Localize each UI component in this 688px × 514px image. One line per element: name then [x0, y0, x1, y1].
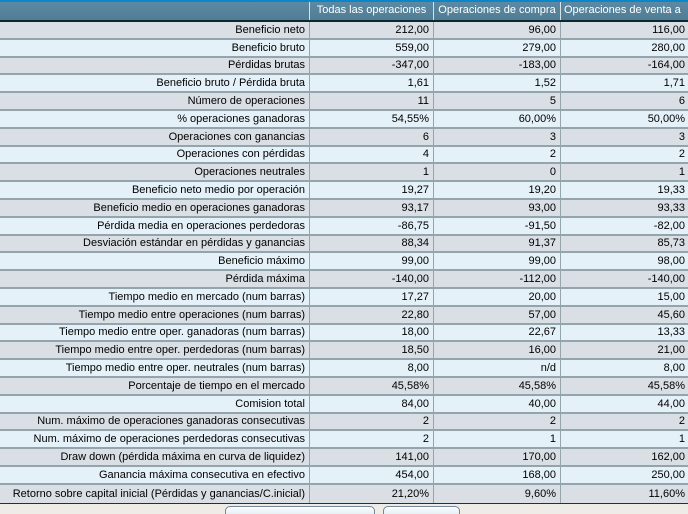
row-label: Tiempo medio entre oper. ganadoras (num barras) [0, 325, 310, 341]
cell-value: 1,61 [310, 75, 434, 91]
row-label: Retorno sobre capital inicial (Pérdidas y ganancias/C.inicial) [0, 485, 310, 503]
cell-value: 11 [310, 93, 434, 109]
cell-value: n/d [434, 360, 561, 376]
cell-value: 20,00 [434, 289, 561, 305]
cell-value: -91,50 [434, 218, 561, 234]
row-label: Operaciones neutrales [0, 164, 310, 180]
cell-value: 19,33 [657, 184, 685, 197]
row-label: Tiempo medio entre operaciones (num barras) [0, 307, 310, 323]
table-row [0, 182, 688, 200]
row-label: Tiempo medio entre oper. neutrales (num barras) [0, 360, 310, 376]
table-row [0, 93, 688, 111]
cell-value: 13,33 [657, 326, 685, 339]
cell-value: 45,58% [647, 379, 685, 392]
cell-value: 6 [310, 129, 434, 145]
cell-value: -347,00 [310, 58, 434, 74]
table-row [0, 342, 688, 360]
cell-value: 3 [434, 129, 561, 145]
cell-value: 18,00 [310, 325, 434, 341]
cell-value: 99,00 [434, 253, 561, 269]
cell-value: 19,20 [434, 182, 561, 198]
table-row [0, 147, 688, 165]
table-row [0, 271, 688, 289]
header-label-spacer [0, 2, 310, 20]
row-label: Ganancia máxima consecutiva en efectivo [0, 467, 310, 483]
table-row [0, 111, 688, 129]
row-label: Comision total [0, 396, 310, 412]
cell-value: 116,00 [652, 23, 685, 36]
cell-value: 57,00 [434, 307, 561, 323]
table-row [0, 58, 688, 76]
row-label: Pérdida máxima [0, 271, 310, 287]
table-row [0, 485, 688, 503]
cell-value: 21,20% [310, 485, 434, 503]
row-label: Draw down (pérdida máxima en curva de liquidez) [0, 449, 310, 465]
row-label: Tiempo medio en mercado (num barras) [0, 289, 310, 305]
cell-value: 15,00 [657, 290, 685, 303]
cell-value: 88,34 [310, 236, 434, 252]
cell-value: -82,00 [653, 219, 685, 232]
column-header-all-operations: Todas las operaciones [310, 2, 434, 20]
table-row [0, 414, 688, 432]
cell-value: 9,60% [434, 485, 561, 503]
cell-value: 18,50 [310, 342, 434, 358]
cell-value: 60,00% [434, 111, 561, 127]
cell-value: 17,27 [310, 289, 434, 305]
cell-value: 250,00 [651, 468, 685, 481]
cell-value: 1 [678, 433, 685, 446]
cell-value: 45,58% [434, 378, 561, 394]
cell-value: 98,00 [657, 255, 685, 268]
row-label: Pérdidas brutas [0, 58, 310, 74]
cell-value: 96,00 [434, 22, 561, 38]
cell-value: 170,00 [434, 449, 561, 465]
table-row [0, 360, 688, 378]
cell-value: 1,52 [434, 75, 561, 91]
row-label: Beneficio neto medio por operación [0, 182, 310, 198]
cell-value: -164,00 [647, 59, 685, 72]
cell-value: 212,00 [310, 22, 434, 38]
cell-value: 1,71 [663, 77, 685, 90]
cell-value: 2 [310, 414, 434, 430]
table-row [0, 467, 688, 485]
cell-value: 2 [678, 415, 685, 428]
column-header-sell-operations: Operaciones de venta a [564, 4, 681, 16]
cell-value: 99,00 [310, 253, 434, 269]
cell-value: 4 [310, 147, 434, 163]
cell-value: 8,00 [310, 360, 434, 376]
cell-value: 21,00 [657, 344, 685, 357]
cell-value: -86,75 [310, 218, 434, 234]
row-label: Operaciones con ganancias [0, 129, 310, 145]
cell-value: 454,00 [310, 467, 434, 483]
cell-value: 91,37 [434, 236, 561, 252]
cell-value: 6 [678, 95, 685, 108]
cell-value: 40,00 [434, 396, 561, 412]
cell-value: 93,17 [310, 200, 434, 216]
cell-value: 22,67 [434, 325, 561, 341]
column-header-buy-operations: Operaciones de compra [434, 2, 561, 20]
footer-button-2[interactable] [383, 506, 460, 514]
cell-value: -140,00 [647, 273, 685, 286]
cell-value: -112,00 [434, 271, 561, 287]
row-label: Num. máximo de operaciones ganadoras consecutivas [0, 414, 310, 430]
row-label: Beneficio medio en operaciones ganadoras [0, 200, 310, 216]
table-row [0, 40, 688, 58]
table-row [0, 378, 688, 396]
table-row [0, 75, 688, 93]
cell-value: 5 [434, 93, 561, 109]
cell-value: 280,00 [651, 41, 685, 54]
row-label: Beneficio bruto / Pérdida bruta [0, 75, 310, 91]
table-row [0, 236, 688, 254]
cell-value: -140,00 [310, 271, 434, 287]
cell-value: 8,00 [663, 362, 685, 375]
row-label: Beneficio bruto [0, 40, 310, 56]
table-header-row [0, 2, 688, 22]
cell-value: 1 [434, 431, 561, 447]
cell-value: 93,33 [657, 201, 685, 214]
cell-value: 1 [310, 164, 434, 180]
cell-value: 45,58% [310, 378, 434, 394]
cell-value: 279,00 [434, 40, 561, 56]
row-label: Pérdida media en operaciones perdedoras [0, 218, 310, 234]
cell-value: 3 [678, 130, 685, 143]
footer-button-1[interactable] [225, 506, 375, 514]
table-row [0, 325, 688, 343]
table-row [0, 200, 688, 218]
row-label: Tiempo medio entre oper. perdedoras (num barras) [0, 342, 310, 358]
row-label: Desviación estándar en pérdidas y ganancias [0, 236, 310, 252]
table-row [0, 129, 688, 147]
table-row [0, 307, 688, 325]
table-row [0, 396, 688, 414]
cell-value: 84,00 [310, 396, 434, 412]
cell-value: 0 [434, 164, 561, 180]
table-row [0, 253, 688, 271]
table-row [0, 22, 688, 40]
cell-value: 85,73 [657, 237, 685, 250]
table-row [0, 431, 688, 449]
cell-value: 559,00 [310, 40, 434, 56]
cell-value: 22,80 [310, 307, 434, 323]
row-label: % operaciones ganadoras [0, 111, 310, 127]
cell-value: 2 [310, 431, 434, 447]
table-body [0, 22, 688, 505]
row-label: Num. máximo de operaciones perdedoras consecutivas [0, 431, 310, 447]
table-row [0, 449, 688, 467]
cell-value: 141,00 [310, 449, 434, 465]
cell-value: 1 [678, 166, 685, 179]
row-label: Porcentaje de tiempo en el mercado [0, 378, 310, 394]
cell-value: 2 [678, 148, 685, 161]
cell-value: 45,60 [657, 308, 685, 321]
cell-value: 162,00 [651, 451, 685, 464]
table-row [0, 289, 688, 307]
cell-value: 2 [434, 147, 561, 163]
cell-value: 50,00% [647, 112, 685, 125]
cell-value: 168,00 [434, 467, 561, 483]
table-row [0, 218, 688, 236]
cell-value: 44,00 [657, 397, 685, 410]
cell-value: 2 [434, 414, 561, 430]
cell-value: 11,60% [648, 487, 685, 500]
row-label: Número de operaciones [0, 93, 310, 109]
row-label: Beneficio neto [0, 22, 310, 38]
cell-value: -183,00 [434, 58, 561, 74]
cell-value: 16,00 [434, 342, 561, 358]
cell-value: 93,00 [434, 200, 561, 216]
table-row [0, 164, 688, 182]
cell-value: 19,27 [310, 182, 434, 198]
cell-value: 54,55% [310, 111, 434, 127]
row-label: Beneficio máximo [0, 253, 310, 269]
row-label: Operaciones con pérdidas [0, 147, 310, 163]
